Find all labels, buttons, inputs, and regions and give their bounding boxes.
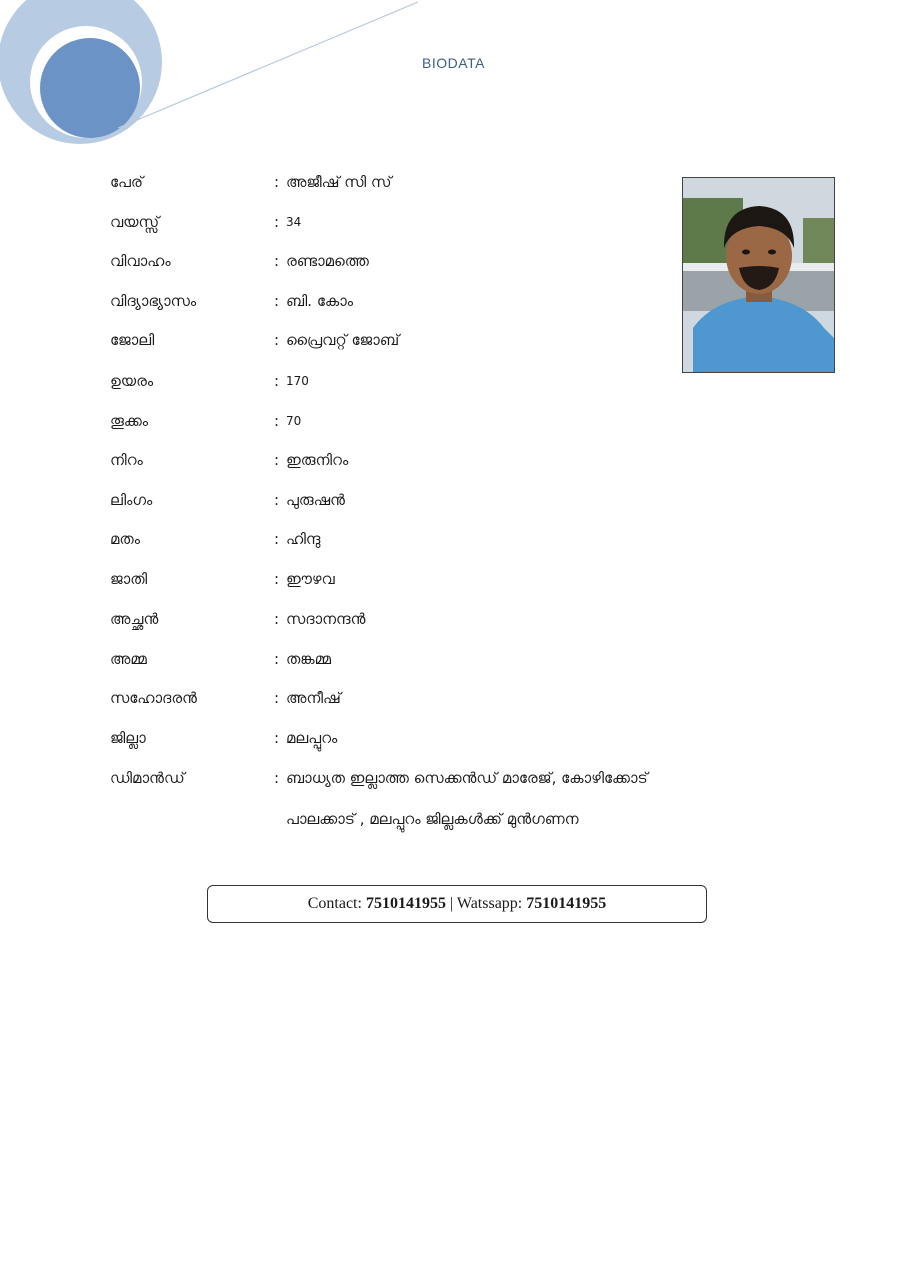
profile-photo-image xyxy=(683,178,834,372)
field-label: നിറം xyxy=(110,451,143,469)
field-colon: : xyxy=(274,610,280,628)
field-label: ഉയരം xyxy=(110,372,154,390)
page-title: BIODATA xyxy=(422,55,485,71)
field-value: പ്രൈവറ്റ് ജോബ് xyxy=(286,331,400,349)
watsapp-label: Watssapp: xyxy=(456,895,523,912)
field-label: അച്ഛൻ xyxy=(110,610,159,628)
field-colon: : xyxy=(274,689,280,707)
field-label: ജോലി xyxy=(110,331,155,349)
contact-separator: | xyxy=(449,895,454,912)
field-label: സഹോദരൻ xyxy=(110,689,197,707)
field-colon: : xyxy=(274,451,280,469)
field-label: തൂക്കം xyxy=(110,412,149,430)
field-colon: : xyxy=(274,729,280,747)
watsapp-number[interactable]: 7510141955 xyxy=(526,895,607,912)
field-value: ബാധ്യത ഇല്ലാത്ത സെക്കൻഡ് മാരേജ്, കോഴിക്കോട് xyxy=(286,769,648,787)
field-value: ഹിന്ദു xyxy=(286,530,321,548)
field-value: അനീഷ് xyxy=(286,689,341,707)
field-value: അജീഷ് സി സ് xyxy=(286,173,392,191)
field-value: രണ്ടാമത്തെ xyxy=(286,252,369,270)
field-value: തങ്കമ്മ xyxy=(286,650,332,668)
contact-label: Contact: xyxy=(307,895,362,912)
field-label: ഡിമാൻഡ് xyxy=(110,769,185,787)
field-label: വിവാഹം xyxy=(110,252,171,270)
field-colon: : xyxy=(274,412,280,430)
field-label: പേര് xyxy=(110,173,143,191)
profile-photo xyxy=(682,177,835,373)
demand-continuation: പാലക്കാട് , മലപ്പുറം ജില്ലകൾക്ക് മുൻഗണന xyxy=(286,810,579,828)
field-colon: : xyxy=(274,331,280,349)
field-colon: : xyxy=(274,213,280,231)
field-colon: : xyxy=(274,252,280,270)
field-value: ഈഴവ xyxy=(286,570,335,588)
field-label: വിദ്യാഭ്യാസം xyxy=(110,292,197,310)
field-label: അമ്മ xyxy=(110,650,147,668)
field-colon: : xyxy=(274,530,280,548)
contact-number[interactable]: 7510141955 xyxy=(365,895,446,912)
field-colon: : xyxy=(274,173,280,191)
field-label: ലിംഗം xyxy=(110,491,153,509)
field-colon: : xyxy=(274,769,280,787)
field-value: 34 xyxy=(286,215,302,229)
field-label: വയസ്സ് xyxy=(110,213,160,231)
field-label: മതം xyxy=(110,530,141,548)
field-value: 170 xyxy=(286,374,309,388)
field-value: ബി. കോം xyxy=(286,292,354,310)
field-label: ജില്ലാ xyxy=(110,729,146,747)
field-label: ജാതി xyxy=(110,570,148,588)
corner-decoration xyxy=(0,0,420,150)
field-colon: : xyxy=(274,570,280,588)
field-value: പുരുഷൻ xyxy=(286,491,345,509)
contact-box xyxy=(207,885,707,923)
field-value: മലപ്പുറം xyxy=(286,729,338,747)
field-colon: : xyxy=(274,491,280,509)
field-value: ഇരുനിറം xyxy=(286,451,349,469)
field-value: സദാനന്ദൻ xyxy=(286,610,366,628)
field-colon: : xyxy=(274,292,280,310)
field-colon: : xyxy=(274,650,280,668)
field-colon: : xyxy=(274,372,280,390)
field-value: 70 xyxy=(286,414,302,428)
